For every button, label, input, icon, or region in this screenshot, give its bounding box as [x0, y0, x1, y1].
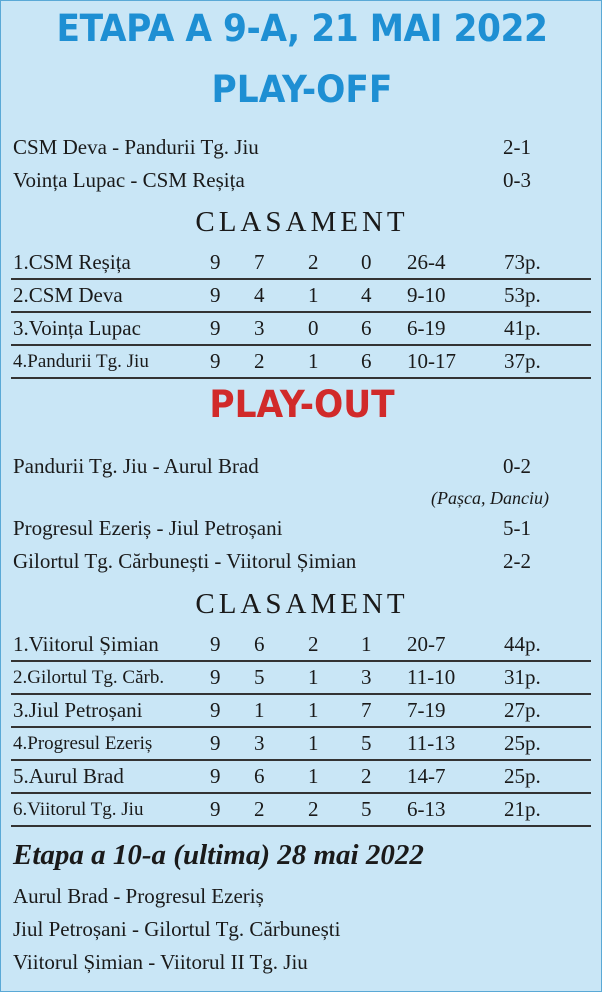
standings-row — [11, 313, 591, 346]
draws: 1 — [308, 349, 319, 373]
match-label: Gilortul Tg. Cărbunești - Viitorul Șimian — [13, 549, 357, 573]
playout-heading: PLAY-OUT — [209, 383, 395, 426]
points: 37p. — [504, 349, 541, 373]
playout-result-row — [13, 451, 593, 481]
losses: 6 — [361, 316, 372, 340]
points: 73p. — [504, 250, 541, 274]
next-match: Jiul Petroșani - Gilortul Tg. Cărbunești — [13, 917, 341, 941]
goals: 6-13 — [407, 797, 446, 821]
games-played: 9 — [210, 797, 221, 821]
playout-result-row — [13, 546, 593, 576]
standings-row — [11, 794, 591, 827]
wins: 1 — [254, 698, 265, 722]
goals: 9-10 — [407, 283, 446, 307]
draws: 2 — [308, 250, 319, 274]
team-name: 5.Aurul Brad — [13, 764, 124, 788]
match-score: 2-2 — [503, 549, 531, 573]
games-played: 9 — [210, 764, 221, 788]
next-match: Aurul Brad - Progresul Ezeriș — [13, 884, 264, 908]
next-round-heading: Etapa a 10-a (ultima) 28 mai 2022 — [13, 839, 424, 871]
points: 44p. — [504, 632, 541, 656]
standings-row — [11, 662, 591, 695]
team-name: 2.Gilortul Tg. Cărb. — [13, 667, 165, 688]
games-played: 9 — [210, 316, 221, 340]
wins: 2 — [254, 797, 265, 821]
wins: 6 — [254, 632, 265, 656]
losses: 5 — [361, 731, 372, 755]
standings-row — [11, 346, 591, 379]
match-score: 0-2 — [503, 454, 531, 478]
wins: 7 — [254, 250, 265, 274]
standings-row — [11, 695, 591, 728]
team-name: 6.Viitorul Tg. Jiu — [13, 799, 144, 820]
standings-row — [11, 247, 591, 280]
games-played: 9 — [210, 731, 221, 755]
playoff-result-row — [13, 132, 593, 162]
match-score: 5-1 — [503, 516, 531, 540]
playoff-result-row — [13, 165, 593, 195]
draws: 1 — [308, 764, 319, 788]
goals: 6-19 — [407, 316, 446, 340]
standings-row — [11, 761, 591, 794]
next-match: Viitorul Șimian - Viitorul II Tg. Jiu — [13, 950, 308, 974]
losses: 7 — [361, 698, 372, 722]
team-name: 3.Voința Lupac — [13, 316, 141, 340]
draws: 2 — [308, 632, 319, 656]
points: 21p. — [504, 797, 541, 821]
goals: 11-13 — [407, 731, 456, 755]
team-name: 1.CSM Reșița — [13, 250, 131, 274]
standings-row — [11, 728, 591, 761]
points: 27p. — [504, 698, 541, 722]
playout-result-row — [13, 513, 593, 543]
wins: 5 — [254, 665, 265, 689]
draws: 1 — [308, 731, 319, 755]
losses: 2 — [361, 764, 372, 788]
wins: 2 — [254, 349, 265, 373]
points: 31p. — [504, 665, 541, 689]
points: 53p. — [504, 283, 541, 307]
losses: 1 — [361, 632, 372, 656]
standings-row — [11, 629, 591, 662]
page-title: ETAPA A 9-A, 21 MAI 2022 — [56, 7, 548, 50]
match-label: Progresul Ezeriș - Jiul Petroșani — [13, 516, 283, 540]
draws: 1 — [308, 283, 319, 307]
goals: 26-4 — [407, 250, 446, 274]
games-played: 9 — [210, 250, 221, 274]
wins: 3 — [254, 731, 265, 755]
games-played: 9 — [210, 349, 221, 373]
games-played: 9 — [210, 632, 221, 656]
games-played: 9 — [210, 698, 221, 722]
playoff-standings-heading: CLASAMENT — [195, 206, 409, 238]
match-label: Pandurii Tg. Jiu - Aurul Brad — [13, 454, 259, 478]
match-label: CSM Deva - Pandurii Tg. Jiu — [13, 135, 259, 159]
points: 25p. — [504, 764, 541, 788]
draws: 1 — [308, 698, 319, 722]
losses: 4 — [361, 283, 372, 307]
losses: 6 — [361, 349, 372, 373]
losses: 3 — [361, 665, 372, 689]
draws: 0 — [308, 316, 319, 340]
draws: 2 — [308, 797, 319, 821]
team-name: 1.Viitorul Șimian — [13, 632, 159, 656]
match-score: 2-1 — [503, 135, 531, 159]
match-score: 0-3 — [503, 168, 531, 192]
points: 25p. — [504, 731, 541, 755]
losses: 5 — [361, 797, 372, 821]
games-played: 9 — [210, 283, 221, 307]
draws: 1 — [308, 665, 319, 689]
goals: 20-7 — [407, 632, 446, 656]
team-name: 4.Progresul Ezeriș — [13, 733, 153, 754]
team-name: 3.Jiul Petroșani — [13, 698, 143, 722]
team-name: 2.CSM Deva — [13, 283, 123, 307]
wins: 3 — [254, 316, 265, 340]
match-label: Voința Lupac - CSM Reșița — [13, 168, 245, 192]
wins: 6 — [254, 764, 265, 788]
goals: 11-10 — [407, 665, 456, 689]
goal-scorers: (Pașca, Danciu) — [431, 488, 549, 508]
games-played: 9 — [210, 665, 221, 689]
points: 41p. — [504, 316, 541, 340]
losses: 0 — [361, 250, 372, 274]
team-name: 4.Pandurii Tg. Jiu — [13, 351, 149, 372]
wins: 4 — [254, 283, 265, 307]
goals: 10-17 — [407, 349, 456, 373]
goals: 14-7 — [407, 764, 446, 788]
playoff-heading: PLAY-OFF — [211, 68, 393, 111]
standings-row — [11, 280, 591, 313]
playout-standings-heading: CLASAMENT — [195, 588, 409, 620]
goals: 7-19 — [407, 698, 446, 722]
